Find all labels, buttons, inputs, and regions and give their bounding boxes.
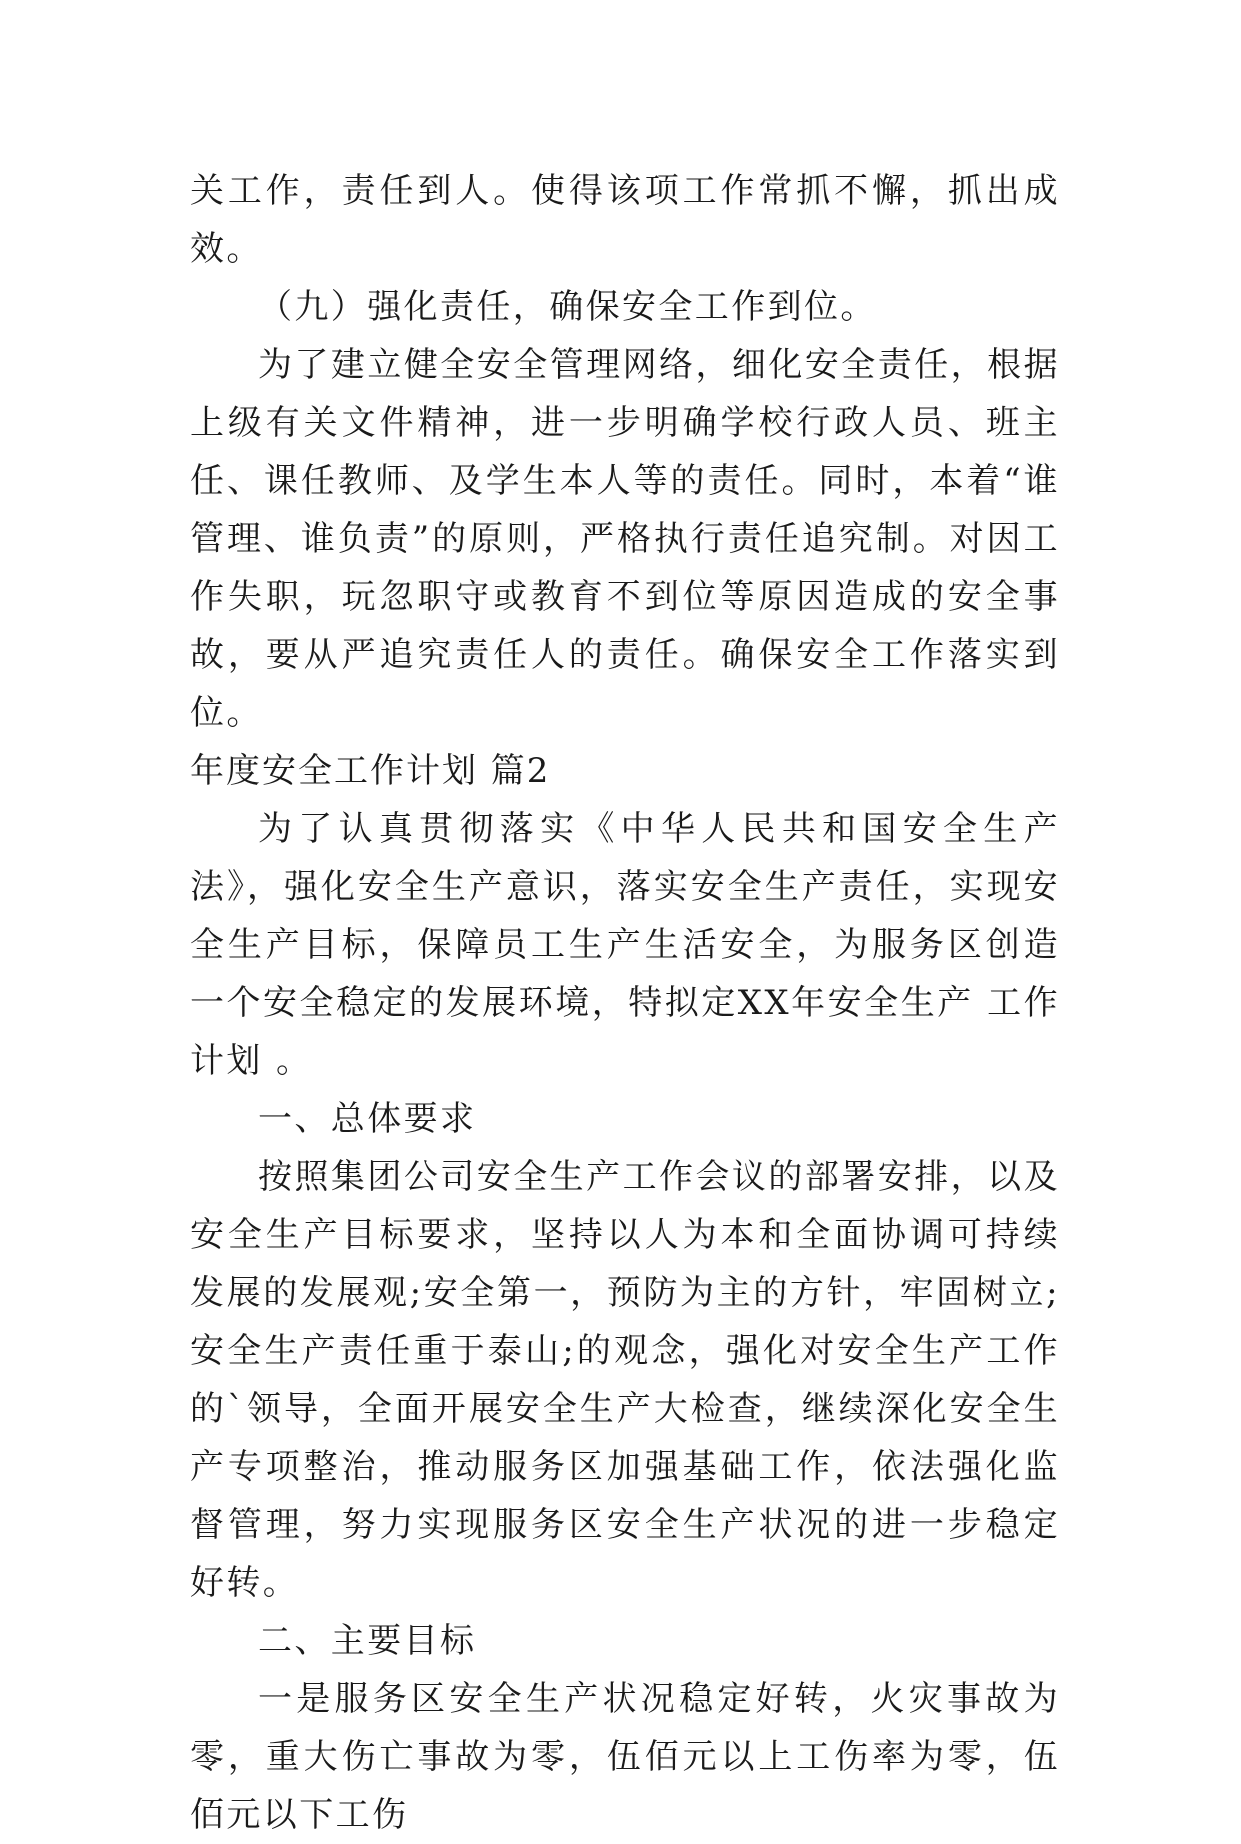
document-body [190,162,1060,1844]
section-heading-main-goals: 二、主要目标 [258,1621,477,1661]
paragraph-general-requirements: 按照集团公司安全生产工作会议的部署安排，以及安全生产目标要求，坚持以人为本和全面协调可持续发展的发展观;安全第一，预防为主的方针，牢固树立;安全生产责任重于泰山;的观念，强化对安全生产工作的`领导，全面开展安全生产大检查，继续深化安全生产专项整治，推动服务区加强基础工作，依法强化监督管理，努力实现服务区安全生产状况的进一步稳定好转。 [190,1157,1060,1603]
section-heading-general-requirements: 一、总体要求 [258,1099,477,1139]
paragraph-main-goals: 一是服务区安全生产状况稳定好转，火灾事故为零，重大伤亡事故为零，伍佰元以上工伤率为零，伍佰元以下工伤 [190,1679,1060,1835]
paragraph-responsibility: 为了建立健全安全管理网络，细化安全责任，根据上级有关文件精神，进一步明确学校行政人员、班主任、课任教师、及学生本人等的责任。同时，本着“谁管理、谁负责”的原则，严格执行责任追究制。对因工作失职，玩忽职守或教育不到位等原因造成的安全事故，要从严追究责任人的责任。确保安全工作落实到位。 [190,345,1060,733]
article-title: 年度安全工作计划 篇2 [190,751,551,791]
paragraph-intro: 为了认真贯彻落实《中华人民共和国安全生产法》，强化安全生产意识，落实安全生产责任，实现安全生产目标，保障员工生产生活安全，为服务区创造一个安全稳定的发展环境，特拟定XX年安全生产 工作计划 。 [190,809,1060,1081]
section-heading-9: （九）强化责任，确保安全工作到位。 [258,287,877,327]
paragraph-continuation: 关工作，责任到人。使得该项工作常抓不懈，抓出成效。 [190,171,1060,269]
